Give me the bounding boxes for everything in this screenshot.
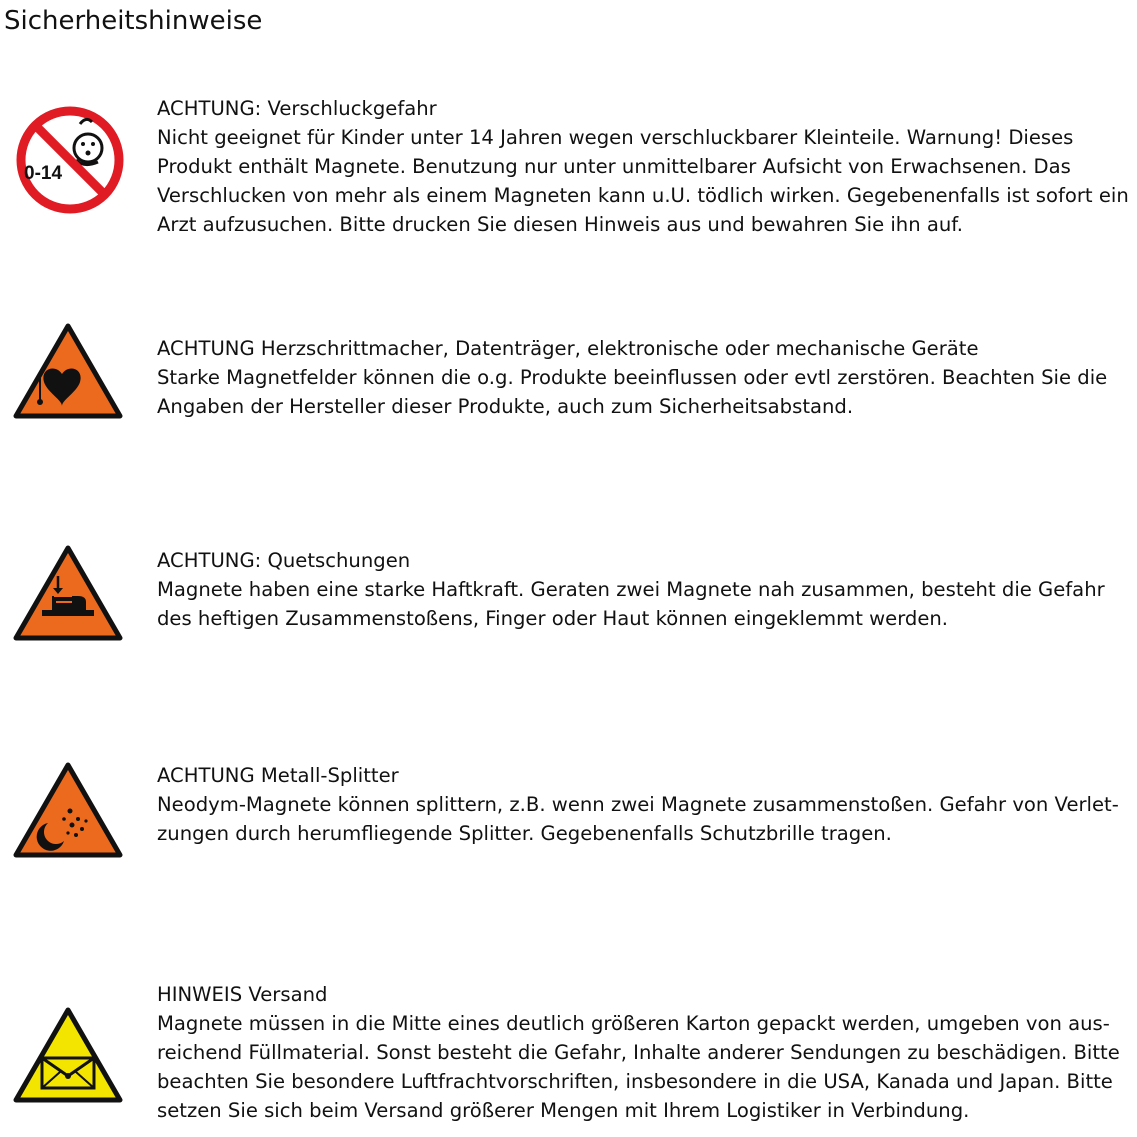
notice-body: Starke Magnetfelder können die o.g. Produkte beeinflussen oder evtl zerstören. Beachten Sie die Angaben der Hersteller dieser Produkte, auch zum Sicherheitsabstand. [157,366,1108,418]
notice-body: Magnete müssen in die Mitte eines deutlich größeren Karton gepackt werden, umgeben von aus-reichend Füllmaterial. Sonst besteht die Gefahr, Inhalte anderer Sendungen zu beschädigen. Bitte beachten Sie besondere Luftfrachtvorschriften, insbesondere in die USA, Kanada und Japan. Bitte setzen Sie sich beim Versand größerer Mengen mit Ihrem Logistiker in Verbindung. [157,1012,1120,1122]
notice-body: Nicht geeignet für Kinder unter 14 Jahren wegen verschluckbarer Kleinteile. Warnung! Dieses Produkt enthält Magnete. Benutzung nur unter unmittelbarer Aufsicht von Erwachsenen. Das Verschlucken von mehr als einem Magneten kann u.U. tödlich wirken. Gegebenenfalls ist sofort ein Arzt aufzusuchen. Bitte drucken Sie diesen Hinweis aus und bewahren Sie ihn auf. [157,126,1129,236]
notice-heading: ACHTUNG: Quetschungen [157,549,411,572]
no-children-under-14-icon [16,106,124,218]
notice-heading: HINWEIS Versand [157,983,328,1006]
notice-body: Magnete haben eine starke Haftkraft. Geraten zwei Magnete nah zusammen, besteht die Gefahr des heftigen Zusammenstoßens, Finger oder Haut können eingeklemmt werden. [157,578,1105,630]
notice-heading: ACHTUNG Metall-Splitter [157,764,399,787]
notice-heading: ACHTUNG: Verschluckgefahr [157,97,437,120]
pacemaker-warning-icon [12,322,124,424]
metal-splinter-warning-icon [12,761,124,863]
crushing-hand-warning-icon [12,544,124,646]
notice-body: Neodym-Magnete können splittern, z.B. wenn zwei Magnete zusammenstoßen. Gefahr von Verlet-zungen durch herumfliegende Splitter. Gegebenenfalls Schutzbrille tragen. [157,793,1119,845]
shipping-envelope-warning-icon [12,1006,124,1108]
age-label: 0-14 [24,163,63,184]
notice-heading: ACHTUNG Herzschrittmacher, Datenträger, elektronische oder mechanische Geräte [157,337,979,360]
page-title: Sicherheitshinweise [4,6,263,36]
